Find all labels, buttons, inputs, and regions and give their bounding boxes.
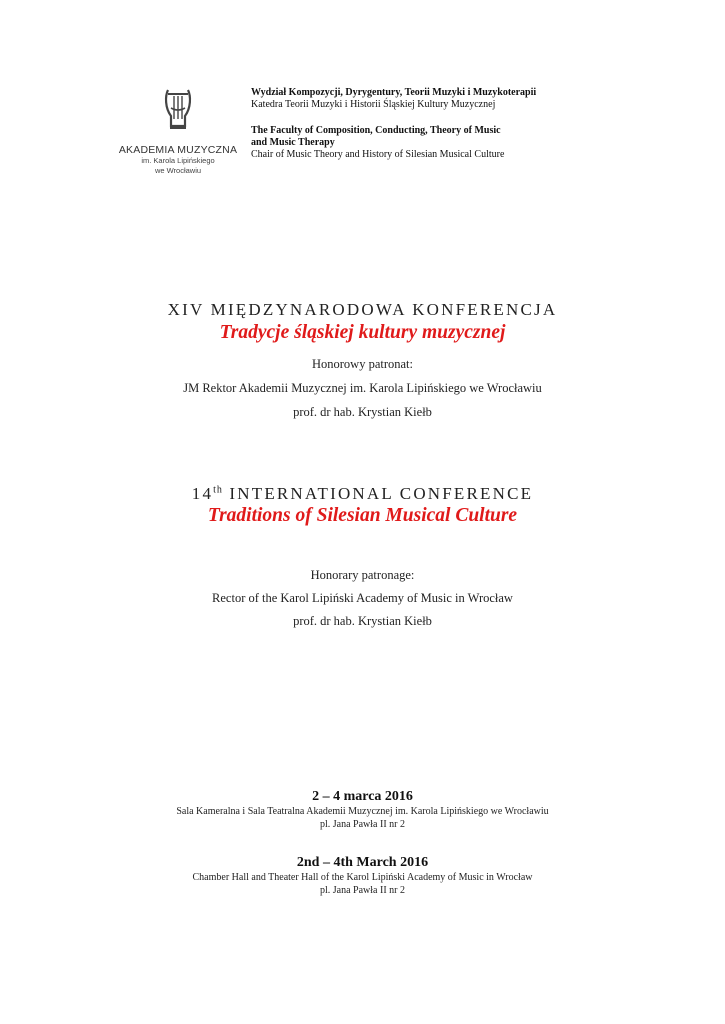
en-conference-suffix: th [213,484,223,496]
pl-chair-name: Katedra Teorii Muzyki i Historii Śląskiej Kultury Muzycznej [251,99,496,110]
logo-name: AKADEMIA MUZYCZNA [118,144,238,156]
en-faculty-name-line2: and Music Therapy [251,137,335,148]
en-patronage-label: Honorary patronage: [310,568,415,582]
en-date: 2nd – 4th March 2016 [296,855,429,870]
logo-subtitle-1: im. Karola Lipińskiego [141,156,215,165]
en-conference-subtitle: Traditions of Silesian Musical Culture [207,505,518,526]
en-conference-title-text: INTERNATIONAL CONFERENCE [229,484,534,503]
pl-conference-title: XIV MIĘDZYNARODOWA KONFERENCJA [167,300,558,319]
lyre-icon [163,86,193,132]
pl-patron-line: JM Rektor Akademii Muzycznej im. Karola Lipińskiego we Wrocławiu [183,381,542,395]
pl-venue: Sala Kameralna i Sala Teatralna Akademii Muzycznej im. Karola Lipińskiego we Wrocławiu [176,806,549,817]
logo-subtitle-2: we Wrocławiu [154,166,202,175]
faculty-header [251,87,591,161]
pl-faculty-name: Wydział Kompozycji, Dyrygentury, Teorii Muzyki i Muzykoterapii [251,87,537,98]
en-conference-number: 14 [191,484,214,503]
en-venue: Chamber Hall and Theater Hall of the Karol Lipiński Academy of Music in Wrocław [192,872,533,883]
en-chair-name: Chair of Music Theory and History of Silesian Musical Culture [251,149,505,160]
en-faculty-name-line1: The Faculty of Composition, Conducting, Theory of Music [251,125,501,136]
academy-logo [118,86,238,176]
en-conference-title [0,484,725,504]
pl-patronage-label: Honorowy patronat: [311,357,414,371]
en-patron-line: Rector of the Karol Lipiński Academy of Music in Wrocław [212,591,513,605]
pl-conference-subtitle: Tradycje śląskiej kultury muzycznej [219,322,506,343]
pl-patron-name: prof. dr hab. Krystian Kiełb [293,405,432,419]
pl-address: pl. Jana Pawła II nr 2 [320,819,405,830]
pl-date: 2 – 4 marca 2016 [312,789,413,804]
en-address: pl. Jana Pawła II nr 2 [320,885,405,896]
en-patron-name: prof. dr hab. Krystian Kiełb [293,614,432,628]
